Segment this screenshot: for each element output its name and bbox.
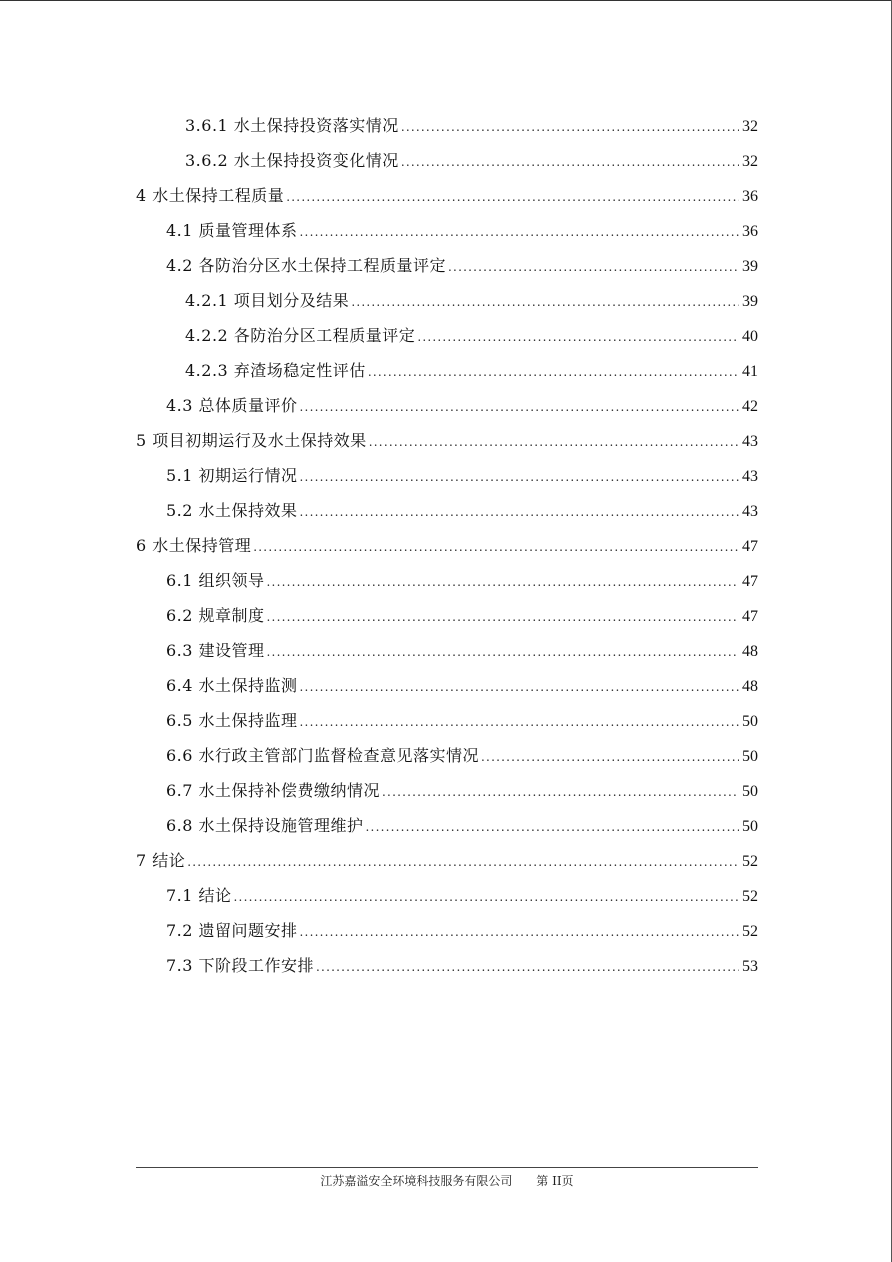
toc-entry-4-2-2[interactable] <box>136 318 758 353</box>
toc-entry-page: 40 <box>742 328 758 345</box>
toc-leader-dots <box>368 355 739 390</box>
toc-entry-title: 4.1 质量管理体系 <box>166 221 298 240</box>
footer-page-number: 第 II页 <box>536 1174 574 1188</box>
toc-entry-page: 50 <box>742 818 758 835</box>
toc-entry-title: 7.2 遗留问题安排 <box>166 921 298 940</box>
toc-entry-title: 3.6.2 水土保持投资变化情况 <box>185 151 399 170</box>
toc-entry-4[interactable] <box>136 178 758 213</box>
toc-leader-dots <box>234 880 739 915</box>
toc-entry-5-1[interactable] <box>136 458 758 493</box>
toc-entry-title: 6.4 水土保持监测 <box>166 676 298 695</box>
toc-entry-7-1[interactable] <box>136 878 758 913</box>
toc-entry-7[interactable] <box>136 843 758 878</box>
toc-entry-title: 6.5 水土保持监理 <box>166 711 298 730</box>
toc-leader-dots <box>351 285 739 320</box>
toc-entry-title: 3.6.1 水土保持投资落实情况 <box>185 116 399 135</box>
toc-leader-dots <box>401 110 739 145</box>
table-of-contents <box>136 108 758 983</box>
toc-leader-dots <box>267 600 739 635</box>
toc-entry-title: 6.3 建设管理 <box>166 641 265 660</box>
toc-entry-page: 36 <box>742 188 758 205</box>
toc-entry-page: 43 <box>742 468 758 485</box>
toc-entry-page: 32 <box>742 118 758 135</box>
footer-company: 江苏嘉溢安全环境科技服务有限公司 <box>320 1174 513 1188</box>
toc-entry-6-3[interactable] <box>136 633 758 668</box>
toc-entry-3-6-1[interactable] <box>136 108 758 143</box>
toc-entry-title: 5 项目初期运行及水土保持效果 <box>136 431 367 450</box>
toc-leader-dots <box>253 530 739 565</box>
toc-entry-6[interactable] <box>136 528 758 563</box>
toc-entry-4-2[interactable] <box>136 248 758 283</box>
toc-entry-7-2[interactable] <box>136 913 758 948</box>
toc-entry-title: 6.1 组织领导 <box>166 571 265 590</box>
toc-entry-title: 7 结论 <box>136 851 186 870</box>
toc-leader-dots <box>187 845 739 880</box>
toc-leader-dots <box>481 740 739 775</box>
toc-entry-title: 6.7 水土保持补偿费缴纳情况 <box>166 781 381 800</box>
toc-entry-page: 39 <box>742 293 758 310</box>
toc-entry-title: 5.2 水土保持效果 <box>166 501 298 520</box>
toc-leader-dots <box>300 705 739 740</box>
toc-entry-page: 32 <box>742 153 758 170</box>
toc-leader-dots <box>401 145 739 180</box>
toc-leader-dots <box>300 670 739 705</box>
toc-entry-title: 4.2.2 各防治分区工程质量评定 <box>185 326 416 345</box>
toc-leader-dots <box>267 635 739 670</box>
footer-divider <box>136 1167 758 1168</box>
toc-entry-page: 47 <box>742 608 758 625</box>
toc-entry-title: 7.3 下阶段工作安排 <box>166 956 315 975</box>
toc-entry-title: 5.1 初期运行情况 <box>166 466 298 485</box>
toc-leader-dots <box>300 390 739 425</box>
toc-entry-page: 53 <box>742 958 758 975</box>
toc-entry-title: 6.6 水行政主管部门监督检查意见落实情况 <box>166 746 480 765</box>
toc-entry-6-6[interactable] <box>136 738 758 773</box>
toc-entry-page: 50 <box>742 783 758 800</box>
page-top-border <box>0 0 892 1</box>
toc-entry-title: 4.2 各防治分区水土保持工程质量评定 <box>166 256 447 275</box>
toc-leader-dots <box>300 460 739 495</box>
toc-leader-dots <box>286 180 739 215</box>
toc-entry-page: 52 <box>742 888 758 905</box>
toc-leader-dots <box>417 320 739 355</box>
toc-entry-5[interactable] <box>136 423 758 458</box>
toc-entry-4-2-1[interactable] <box>136 283 758 318</box>
toc-entry-4-1[interactable] <box>136 213 758 248</box>
toc-entry-page: 39 <box>742 258 758 275</box>
toc-entry-page: 41 <box>742 363 758 380</box>
toc-entry-page: 43 <box>742 433 758 450</box>
toc-entry-page: 36 <box>742 223 758 240</box>
toc-entry-3-6-2[interactable] <box>136 143 758 178</box>
toc-leader-dots <box>300 215 739 250</box>
toc-entry-page: 47 <box>742 538 758 555</box>
toc-entry-page: 47 <box>742 573 758 590</box>
toc-leader-dots <box>300 915 739 950</box>
toc-entry-title: 4 水土保持工程质量 <box>136 186 285 205</box>
toc-entry-6-8[interactable] <box>136 808 758 843</box>
toc-entry-6-2[interactable] <box>136 598 758 633</box>
toc-entry-6-7[interactable] <box>136 773 758 808</box>
toc-entry-page: 48 <box>742 678 758 695</box>
toc-entry-6-4[interactable] <box>136 668 758 703</box>
page-footer <box>136 1172 758 1189</box>
toc-leader-dots <box>316 950 739 985</box>
toc-entry-title: 6.8 水土保持设施管理维护 <box>166 816 364 835</box>
toc-entry-page: 42 <box>742 398 758 415</box>
toc-leader-dots <box>448 250 739 285</box>
toc-entry-page: 52 <box>742 923 758 940</box>
toc-entry-4-3[interactable] <box>136 388 758 423</box>
toc-leader-dots <box>267 565 739 600</box>
toc-entry-page: 52 <box>742 853 758 870</box>
toc-entry-page: 48 <box>742 643 758 660</box>
toc-entry-6-5[interactable] <box>136 703 758 738</box>
toc-entry-title: 4.2.1 项目划分及结果 <box>185 291 350 310</box>
toc-leader-dots <box>382 775 739 810</box>
toc-entry-page: 43 <box>742 503 758 520</box>
toc-entry-title: 4.3 总体质量评价 <box>166 396 298 415</box>
toc-entry-6-1[interactable] <box>136 563 758 598</box>
toc-entry-page: 50 <box>742 748 758 765</box>
toc-entry-page: 50 <box>742 713 758 730</box>
toc-entry-7-3[interactable] <box>136 948 758 983</box>
toc-leader-dots <box>300 495 739 530</box>
toc-entry-title: 7.1 结论 <box>166 886 232 905</box>
toc-entry-5-2[interactable] <box>136 493 758 528</box>
toc-entry-4-2-3[interactable] <box>136 353 758 388</box>
toc-entry-title: 6.2 规章制度 <box>166 606 265 625</box>
toc-entry-title: 6 水土保持管理 <box>136 536 252 555</box>
toc-leader-dots <box>369 425 739 460</box>
toc-entry-title: 4.2.3 弃渣场稳定性评估 <box>185 361 366 380</box>
toc-leader-dots <box>366 810 739 845</box>
